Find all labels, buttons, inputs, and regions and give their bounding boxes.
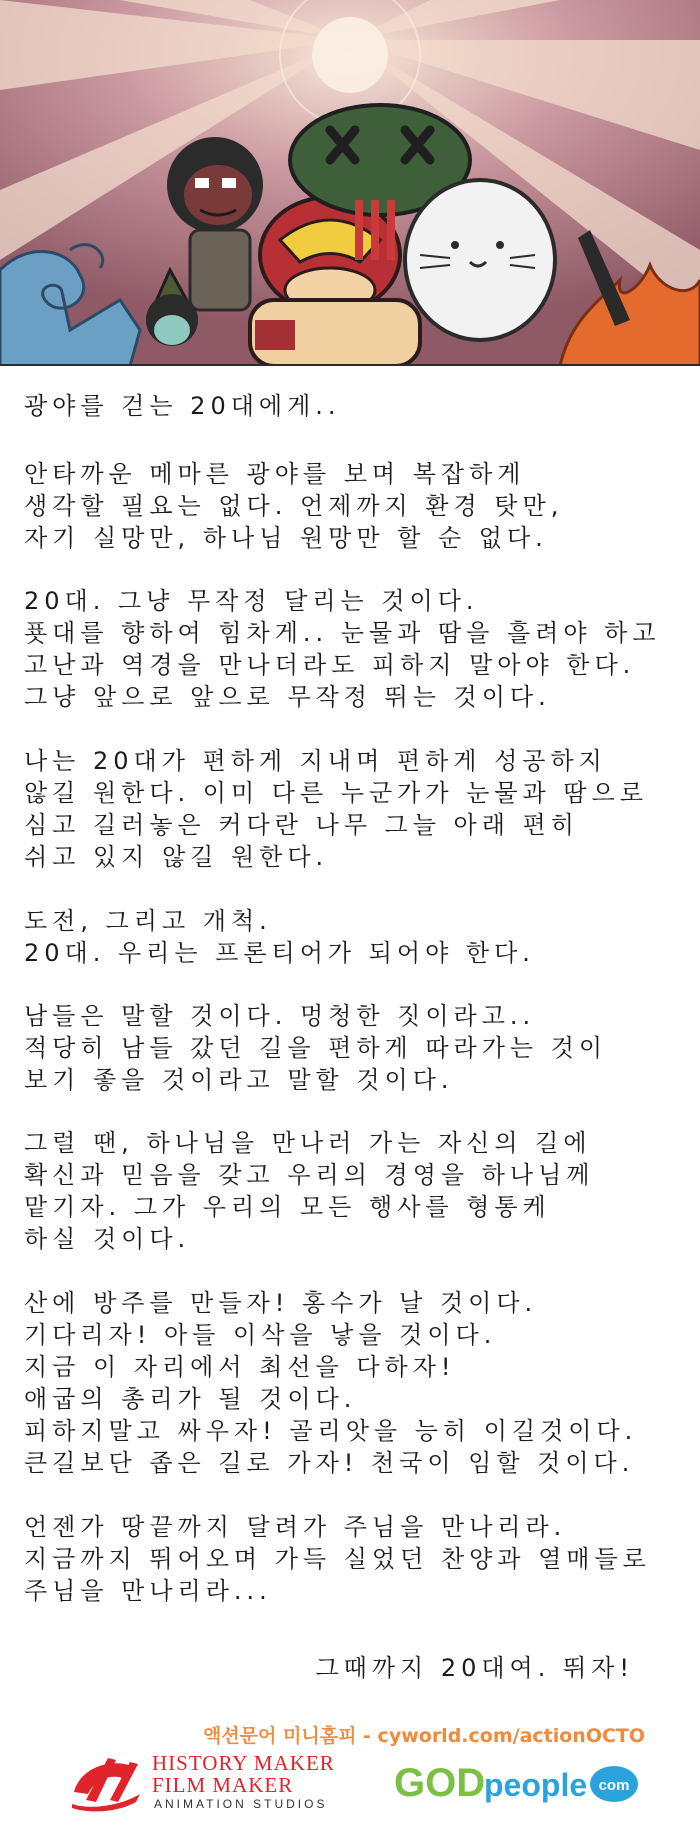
hm-line1: HISTORY MAKER xyxy=(152,1751,335,1775)
hm-line3: ANIMATION STUDIOS xyxy=(154,1797,328,1811)
gp-people-text: people xyxy=(484,1767,588,1803)
letter-line: 나는 20대가 편하게 지내며 편하게 성공하지 xyxy=(24,747,607,775)
letter-line: 주님을 만나리라... xyxy=(24,1577,272,1605)
letter-line: 기다리자! 아들 이삭을 낳을 것이다. xyxy=(24,1321,497,1349)
letter-line: 20대. 우리는 프론티어가 되어야 한다. xyxy=(24,939,535,967)
letter-line: 쉬고 있지 않길 원한다. xyxy=(24,843,329,871)
letter-line: 보기 좋을 것이라고 말할 것이다. xyxy=(24,1066,454,1094)
letter-line: 고난과 역경을 만나더라도 피하지 말아야 한다. xyxy=(24,651,636,679)
letter-line: 산에 방주를 만들자! 홍수가 날 것이다. xyxy=(24,1289,538,1317)
homepage-link[interactable]: 액션문어 미니홈피 - cyworld.com/actionOCTO xyxy=(203,1725,646,1747)
gp-god-text: GOD xyxy=(394,1761,486,1805)
letter-line: 푯대를 향하여 힘차게.. 눈물과 땀을 흘려야 하고 xyxy=(24,619,661,647)
letter-line: 20대. 그냥 무작정 달리는 것이다. xyxy=(24,587,479,615)
letter-closing: 그때까지 20대여. 뛰자! xyxy=(315,1654,634,1682)
letter-line: 남들은 말할 것이다. 멍청한 짓이라고.. xyxy=(24,1002,536,1030)
letter-line: 큰길보단 좁은 길로 가자! 천국이 임할 것이다. xyxy=(24,1449,635,1477)
letter-line: 생각할 필요는 없다. 언제까지 환경 탓만, xyxy=(24,492,564,520)
letter-line: 하실 것이다. xyxy=(24,1225,191,1253)
letter-line: 자기 실망만, 하나님 원망만 할 순 없다. xyxy=(24,524,548,552)
letter-line: 안타까운 메마른 광야를 보며 복잡하게 xyxy=(24,460,526,488)
history-maker-logo xyxy=(70,1748,380,1814)
hm-emblem-icon xyxy=(72,1758,140,1811)
letter-line: 애굽의 총리가 될 것이다. xyxy=(24,1385,357,1413)
letter-line: 피하지말고 싸우자! 골리앗을 능히 이길것이다. xyxy=(24,1417,638,1445)
godpeople-logo xyxy=(392,1750,642,1812)
gp-com-text: com xyxy=(598,1777,630,1794)
letter-line: 확신과 믿음을 갖고 우리의 경영을 하나님께 xyxy=(24,1161,595,1189)
letter-line: 언젠가 땅끝까지 달려가 주님을 만나리라. xyxy=(24,1513,567,1541)
letter-line: 지금까지 뛰어오며 가득 실었던 찬양과 열매들로 xyxy=(24,1545,651,1573)
letter-line: 그럴 땐, 하나님을 만나러 가는 자신의 길에 xyxy=(24,1129,592,1157)
cartoon-characters-illustration xyxy=(0,0,700,366)
hm-line2: FILM MAKER xyxy=(152,1773,294,1797)
letter-line: 않길 원한다. 이미 다른 누군가가 눈물과 땀으로 xyxy=(24,779,648,807)
letter-greeting: 광야를 걷는 20대에게.. xyxy=(24,392,341,420)
letter-line: 맡기자. 그가 우리의 모든 행사를 형통케 xyxy=(24,1193,551,1221)
letter-line: 도전, 그리고 개척. xyxy=(24,907,272,935)
letter-line: 적당히 남들 갔던 길을 편하게 따라가는 것이 xyxy=(24,1034,608,1062)
letter-line: 심고 길러놓은 커다란 나무 그늘 아래 편히 xyxy=(24,811,579,839)
header-illustration xyxy=(0,0,700,366)
letter-line: 그냥 앞으로 앞으로 무작정 뛰는 것이다. xyxy=(24,683,551,711)
letter-line: 지금 이 자리에서 최선을 다하자! xyxy=(24,1353,456,1381)
